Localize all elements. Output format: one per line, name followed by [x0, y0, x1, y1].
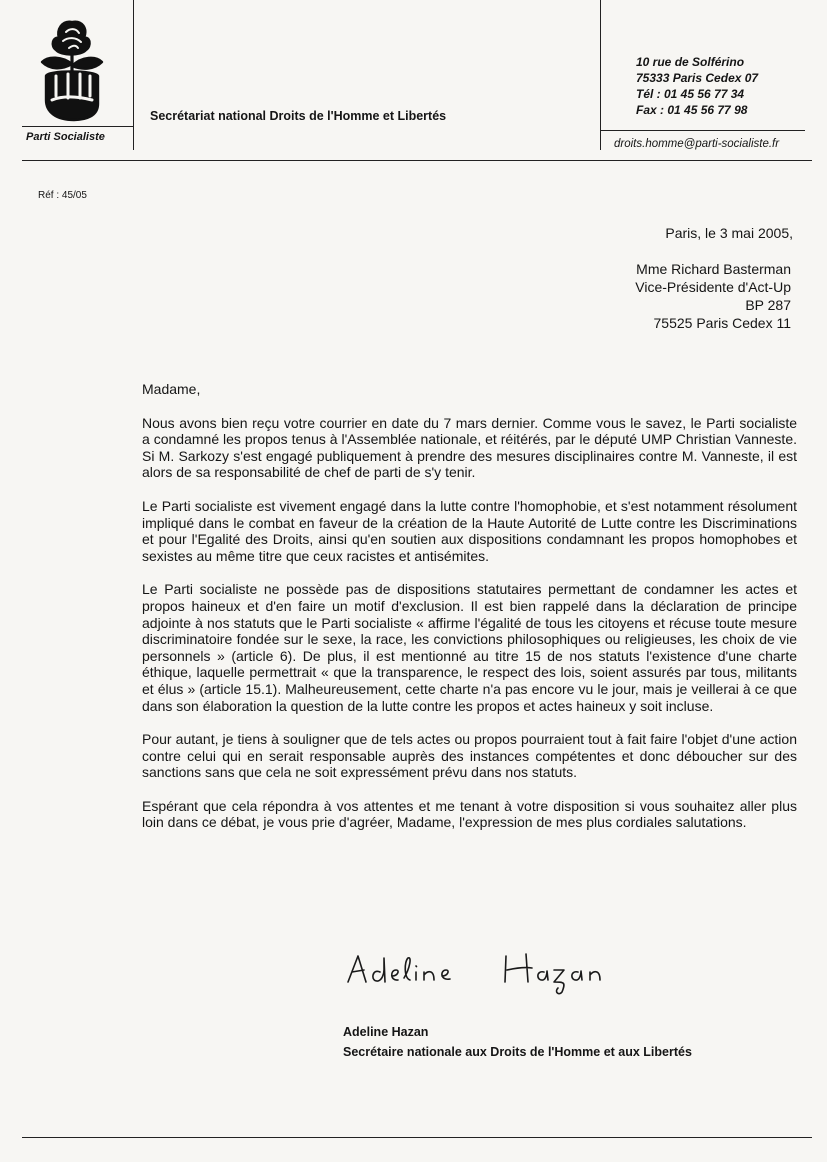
paragraph: Espérant que cela répondra à vos attentes et me tenant à votre disposition si vous souhaitez aller plus loin dans ce débat, je vous prie d'agréer, Madame, l'expression de mes plus cordiales salutations. — [142, 797, 797, 831]
address-fax: Fax : 01 45 56 77 98 — [636, 103, 748, 117]
address-street: 10 rue de Solférino — [636, 55, 745, 69]
salutation: Madame, — [142, 381, 201, 397]
recipient-role: Vice-Présidente d'Act-Up — [635, 279, 791, 295]
handwritten-signature — [340, 948, 630, 998]
contact-email: droits.homme@parti-socialiste.fr — [614, 138, 780, 150]
recipient-city: 75525 Paris Cedex 11 — [653, 315, 791, 331]
paragraph: Pour autant, je tiens à souligner que de tels actes ou propos pourraient tout à fait faire l'objet d'une action contre celui qui en serait responsable auprès des instances compétentes et donc déboucher sur des sanctions sans que cela ne soit expressément prévu dans nos statuts. — [142, 731, 797, 781]
recipient-block — [635, 260, 791, 332]
secretariat-title: Secrétariat national Droits de l'Homme et Libertés — [150, 109, 447, 123]
fist-rose-logo — [26, 12, 118, 124]
party-underline — [22, 126, 134, 127]
address-phone: Tél : 01 45 56 77 34 — [636, 87, 745, 101]
paragraph: Le Parti socialiste ne possède pas de dispositions statutaires permettant de condamner les actes et propos haineux et d'en faire un motif d'exclusion. Il est bien rappelé dans la déclaration de principe adjointe à nos statuts que le Parti socialiste « affirme l'égalité de tous les citoyens et récuse toute mesure discriminatoire fondée sur le sexe, la race, les convictions philosophiques ou religieuses, les choix de vie personnels » (article 6). De plus, il est mentionné au titre 15 de nos statuts l'existence d'une charte éthique, laquelle permettrait « que la transparence, le respect des lois, soient assurés par tous, militants et élus » (article 15.1). Malheureusement, cette charte n'a pas encore vu le jour, mais je veillerai à ce que dans son élaboration la question de la lutte contre les propos et actes haineux y soit incluse. — [142, 581, 797, 714]
footer-rule — [22, 1137, 812, 1138]
email-underline — [600, 130, 805, 131]
letter-body — [142, 381, 797, 848]
paragraph: Le Parti socialiste est vivement engagé dans la lutte contre l'homophobie, et s'est notamment résolument impliqué dans le combat en faveur de la création de la Haute Autorité de Lutte contre les Discriminations et pour l'Egalité des Droits, ainsi qu'en soutien aux dispositions condamnant les propos homophobes et sexistes au même titre que ceux racistes et antisémites. — [142, 497, 797, 564]
signer-title: Secrétaire nationale aux Droits de l'Homme et aux Libertés — [343, 1045, 692, 1059]
address-city: 75333 Paris Cedex 07 — [636, 71, 759, 85]
header-bottom-rule — [22, 160, 812, 161]
date-line: Paris, le 3 mai 2005, — [665, 225, 793, 241]
header-divider-left — [133, 0, 134, 150]
header-divider-right — [600, 0, 601, 150]
recipient-name: Mme Richard Basterman — [636, 261, 791, 277]
signer-name: Adeline Hazan — [343, 1025, 429, 1039]
reference-number: Réf : 45/05 — [38, 190, 87, 201]
signer-block — [343, 1022, 692, 1062]
party-name: Parti Socialiste — [26, 131, 105, 143]
paragraph: Nous avons bien reçu votre courrier en date du 7 mars dernier. Comme vous le savez, le Parti socialiste a condamné les propos tenus à l'Assemblée nationale, et réitérés, par le député UMP Christian Vanneste. Si M. Sarkozy s'est engagé publiquement à prendre des mesures disciplinaires contre M. Vanneste, il est alors de sa responsabilité de chef de parti de s'y tenir. — [142, 414, 797, 481]
recipient-po-box: BP 287 — [745, 297, 791, 313]
party-address — [636, 54, 758, 118]
